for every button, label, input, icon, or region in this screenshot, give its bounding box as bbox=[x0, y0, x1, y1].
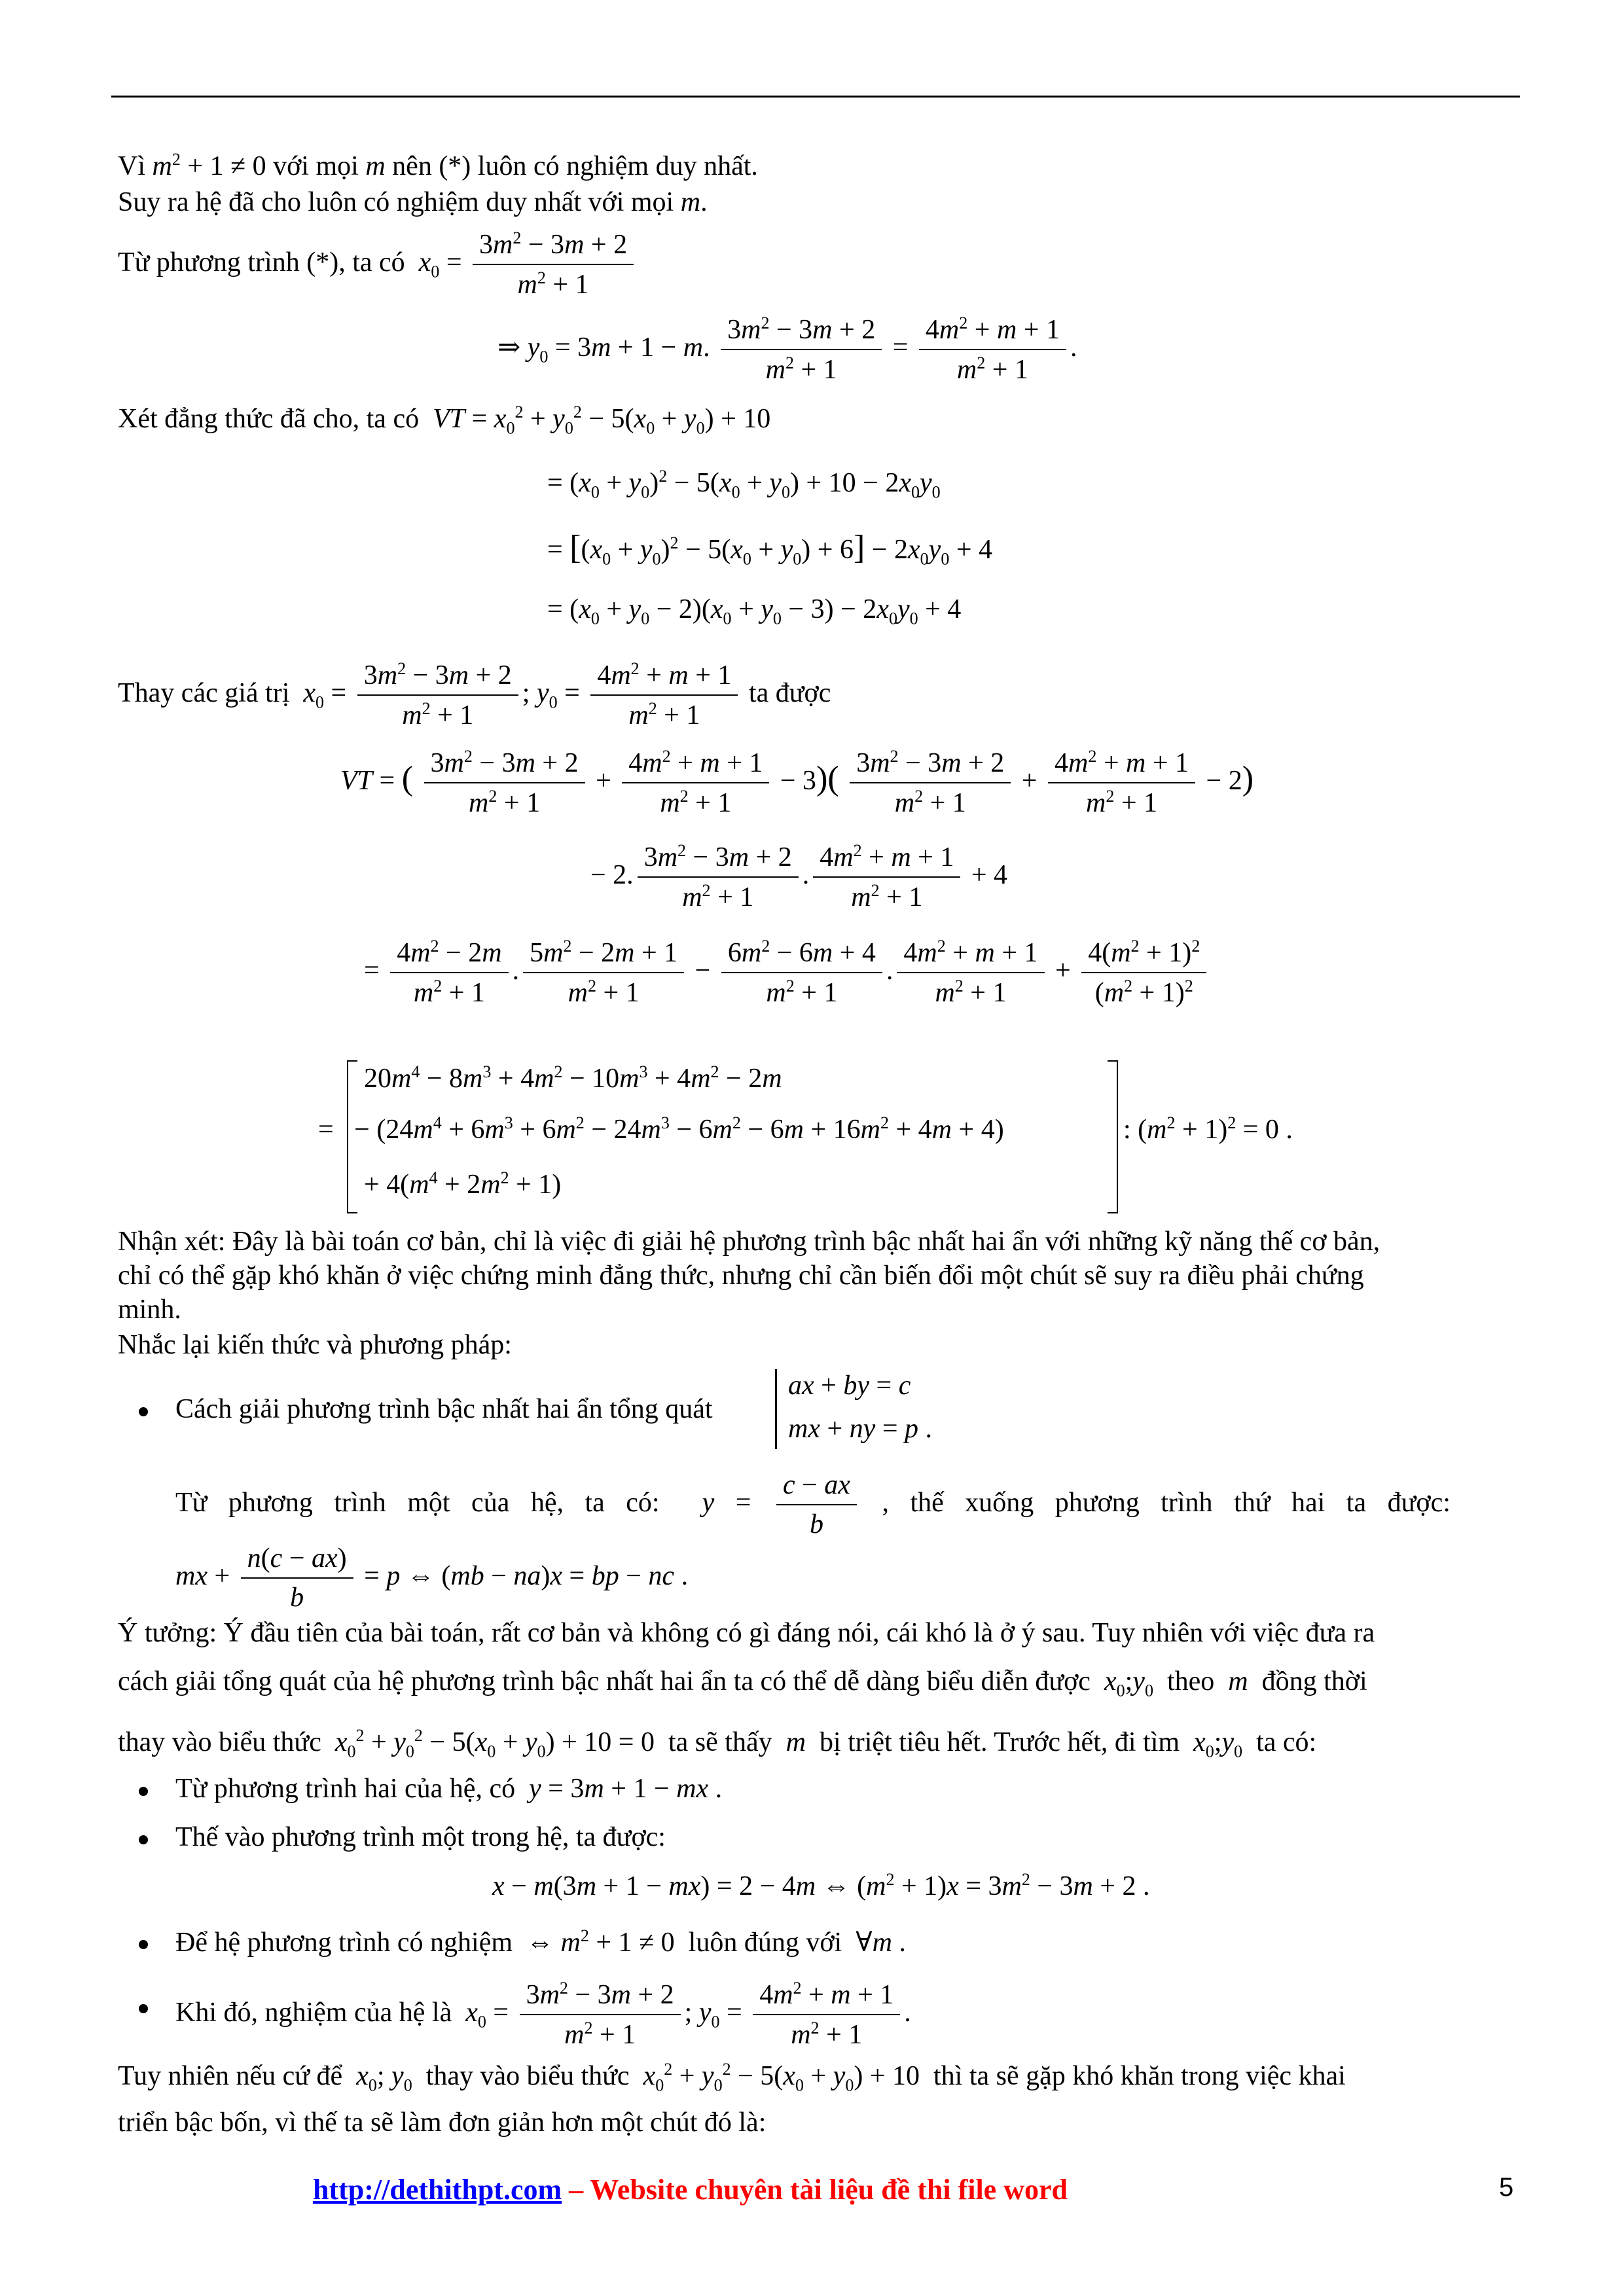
y-tuong-3d: ta có: bbox=[1256, 1727, 1317, 1757]
line-13: $20m^4 - 8m^3 + 4m^2 - 10m^3 + 4m^2 - 2m$ bbox=[364, 1062, 782, 1094]
line-14b: : $(m^2 + 1)^2 = 0$ . bbox=[1123, 1113, 1293, 1145]
system-eq-2: mx + ny = p . bbox=[788, 1414, 933, 1444]
line-5-prefix: Xét đẳng thức đã cho, ta có bbox=[118, 404, 420, 434]
bullet-1-sub-suffix: , thế xuống phương trình thứ hai ta được: bbox=[882, 1488, 1451, 1518]
bullet-3-text: Thế vào phương trình một trong hệ, ta được: bbox=[175, 1822, 666, 1852]
bullet-2-label: Từ phương trình hai của hệ, có bbox=[175, 1774, 516, 1804]
line-5: Xét đẳng thức đã cho, ta có VT = $x_0^2 + y_0^2 - 5(x_0 + y_0) + 10$ bbox=[118, 403, 771, 438]
line-3: Từ phương trình (*), ta có $x_0$ = $\frac{3m^2 - 3m + 2}{m^2 + 1}$ bbox=[118, 228, 638, 302]
bullet-1-sub-prefix: Từ phương trình một của hệ, ta có: bbox=[175, 1488, 660, 1518]
y-tuong-3: thay vào biểu thức $x_0^2 + y_0^2 - 5(x_0 + y_0) + 10 = 0$ ta sẽ thấy m bị triệt tiêu hết. Trước hết, đi tìm $x_0;y_0$ ta có: bbox=[118, 1726, 1317, 1761]
bullet-1-formula: mx + $\frac{n(c - ax)}{b}$ = p ⇔ (mb − na)x = bp − nc . bbox=[175, 1543, 689, 1613]
header-rule bbox=[111, 96, 1520, 98]
bullet-4-text: Để hệ phương trình có nghiệm ⇔ $m^2 + 1 \ne 0$ luôn đúng với ∀m . bbox=[175, 1926, 906, 1958]
nhan-xet-3: minh. bbox=[118, 1295, 181, 1325]
line-9-suffix: ta được bbox=[748, 678, 831, 709]
bullet-5 bbox=[139, 2004, 148, 2013]
line-1: Vì $m^2 + 1 \ne 0$ với mọi m nên (*) luôn có nghiệm duy nhất. bbox=[118, 150, 758, 181]
line-2: Suy ra hệ đã cho luôn có nghiệm duy nhất với mọi m. bbox=[118, 187, 708, 217]
y-tuong-2b: theo bbox=[1166, 1666, 1215, 1696]
footer-link[interactable]: http://dethithpt.com bbox=[313, 2174, 562, 2206]
bullet-5-text: Khi đó, nghiệm của hệ là $x_0$ = $\frac{3m^2 - 3m + 2}{m^2 + 1}$ ; $y_0$ = $\frac{4m^2 + m + 1}{m^2 + 1}$ . bbox=[175, 1979, 911, 2051]
bullet-4-label-a: Để hệ phương trình có nghiệm bbox=[175, 1928, 513, 1958]
bullet-4-label-b: luôn đúng với bbox=[688, 1928, 842, 1958]
footer bbox=[313, 2173, 1068, 2208]
y-tuong-3a: thay vào biểu thức bbox=[118, 1727, 321, 1757]
line-10: VT = ( $\frac{3m^2 - 3m + 2}{m^2 + 1}$ + $\frac{4m^2 + m + 1}{m^2 + 1}$ − 3)( $\frac{3m^2 - 3m + 2}{m^2 + 1}$ + $\frac{4m^2 + m + 1}{m^2 + 1}$ − 2) bbox=[340, 747, 1254, 819]
bullet-1-sub: Từ phương trình một của hệ, ta có: y = $\frac{c - ax}{b}$ , thế xuống phương trình thứ hai ta được: bbox=[175, 1470, 1451, 1540]
line-12: = $\frac{4m^2 - 2m}{m^2 + 1}$ . $\frac{5m^2 - 2m + 1}{m^2 + 1}$ − $\frac{6m^2 - 6m + 4}{m^2 + 1}$ . $\frac{4m^2 + m + 1}{m^2 + 1}$ + $\frac{4(m^2 + 1)^2}{(m^2 + 1)^2}$ bbox=[364, 936, 1210, 1010]
bullet-3-formula: x − m(3m + 1 − mx) = 2 − 4m ⇔ $(m^2 + 1)x = 3m^2 - 3m + 2$ . bbox=[492, 1870, 1150, 1901]
nhac-lai: Nhắc lại kiến thức và phương pháp: bbox=[118, 1330, 512, 1360]
end-line-1a: Tuy nhiên nếu cứ để bbox=[118, 2061, 343, 2091]
end-line-2: triển bậc bốn, vì thế ta sẽ làm đơn giản hơn một chút đó là: bbox=[118, 2108, 767, 2138]
bullet-1 bbox=[139, 1407, 148, 1416]
line-3-prefix: Từ phương trình (*), ta có bbox=[118, 247, 405, 278]
y-tuong-3b: ta sẽ thấy bbox=[668, 1727, 772, 1757]
end-line-1: Tuy nhiên nếu cứ để $x_0$; $y_0$ thay vào biểu thức $x_0^2 + y_0^2 - 5(x_0 + y_0) + 10$ thì ta sẽ gặp khó khăn trong việc khai bbox=[118, 2060, 1346, 2095]
page-number: 5 bbox=[1499, 2173, 1514, 2202]
bullet-1-text bbox=[175, 1393, 713, 1426]
end-line-1c: thì ta sẽ gặp khó khăn trong việc khai bbox=[933, 2061, 1346, 2091]
y-tuong-2c: đồng thời bbox=[1261, 1666, 1367, 1696]
bullet-5-label: Khi đó, nghiệm của hệ là bbox=[175, 1998, 452, 2028]
bullet-4 bbox=[139, 1940, 148, 1949]
bullet-2-text: Từ phương trình hai của hệ, có y = 3m + 1 − mx . bbox=[175, 1774, 723, 1804]
line-11: − 2. $\frac{3m^2 - 3m + 2}{m^2 + 1}$ . $\frac{4m^2 + m + 1}{m^2 + 1}$ + 4 bbox=[590, 841, 1008, 913]
line-9: Thay các giá trị $x_0$ = $\frac{3m^2 - 3m + 2}{m^2 + 1}$ ; $y_0$ = $\frac{4m^2 + m + 1}{m^2 + 1}$ ta được bbox=[118, 659, 831, 731]
nhan-xet-2: chỉ có thể gặp khó khăn ở việc chứng minh đẳng thức, nhưng chỉ cần biến đổi một chút sẽ suy ra điều phải chứng bbox=[118, 1261, 1364, 1291]
system-brace bbox=[775, 1369, 784, 1449]
bullet-1-label: Cách giải phương trình bậc nhất hai ẩn tổng quát bbox=[175, 1394, 713, 1424]
line-6: = $(x_0 + y_0)^2 - 5(x_0 + y_0) + 10 - 2x_0y_0$ bbox=[547, 467, 941, 502]
line-7: = $[(x_0 + y_0)^2 - 5(x_0 + y_0) + 6] - 2x_0y_0 + 4$ bbox=[547, 529, 993, 569]
line-9-prefix: Thay các giá trị bbox=[118, 678, 290, 709]
bullet-3 bbox=[139, 1835, 148, 1844]
nhan-xet-1: Nhận xét: Đây là bài toán cơ bản, chỉ là việc đi giải hệ phương trình bậc nhất hai ẩn với những kỹ năng thế cơ bản, bbox=[118, 1227, 1380, 1257]
y-tuong-3c: bị triệt tiêu hết. Trước hết, đi tìm bbox=[819, 1727, 1180, 1757]
y-tuong-2a: cách giải tổng quát của hệ phương trình bậc nhất hai ẩn ta có thể dễ dàng biểu diễn được bbox=[118, 1666, 1091, 1696]
bracket-right bbox=[1108, 1060, 1118, 1213]
line-15: + $4(m^4 + 2m^2 + 1)$ bbox=[364, 1168, 562, 1200]
line-8: = $(x_0 + y_0 - 2)(x_0 + y_0 - 3) - 2x_0y_0 + 4$ bbox=[547, 594, 962, 628]
y-tuong-2: cách giải tổng quát của hệ phương trình bậc nhất hai ẩn ta có thể dễ dàng biểu diễn được $x_0;y_0$ theo m đồng thời bbox=[118, 1666, 1367, 1700]
system-eq-1: ax + by = c bbox=[788, 1371, 911, 1401]
y-tuong-1: Ý tưởng: Ý đầu tiên của bài toán, rất cơ bản và không có gì đáng nói, cái khó là ở ý sau. Tuy nhiên với việc đưa ra bbox=[118, 1618, 1375, 1648]
line-14: = − $(24m^4 + 6m^3 + 6m^2 - 24m^3 - 6m^2 - 6m + 16m^2 + 4m + 4)$ bbox=[318, 1113, 1004, 1145]
bullet-2 bbox=[139, 1787, 148, 1796]
line-4: ⇒ $y_0 = 3m + 1 - m$. $\frac{3m^2 - 3m + 2}{m^2 + 1}$ = $\frac{4m^2 + m + 1}{m^2 + 1}$ . bbox=[497, 314, 1077, 386]
end-line-1b: thay vào biểu thức bbox=[425, 2061, 630, 2091]
footer-tagline: – Website chuyên tài liệu đề thi file word bbox=[562, 2174, 1068, 2206]
